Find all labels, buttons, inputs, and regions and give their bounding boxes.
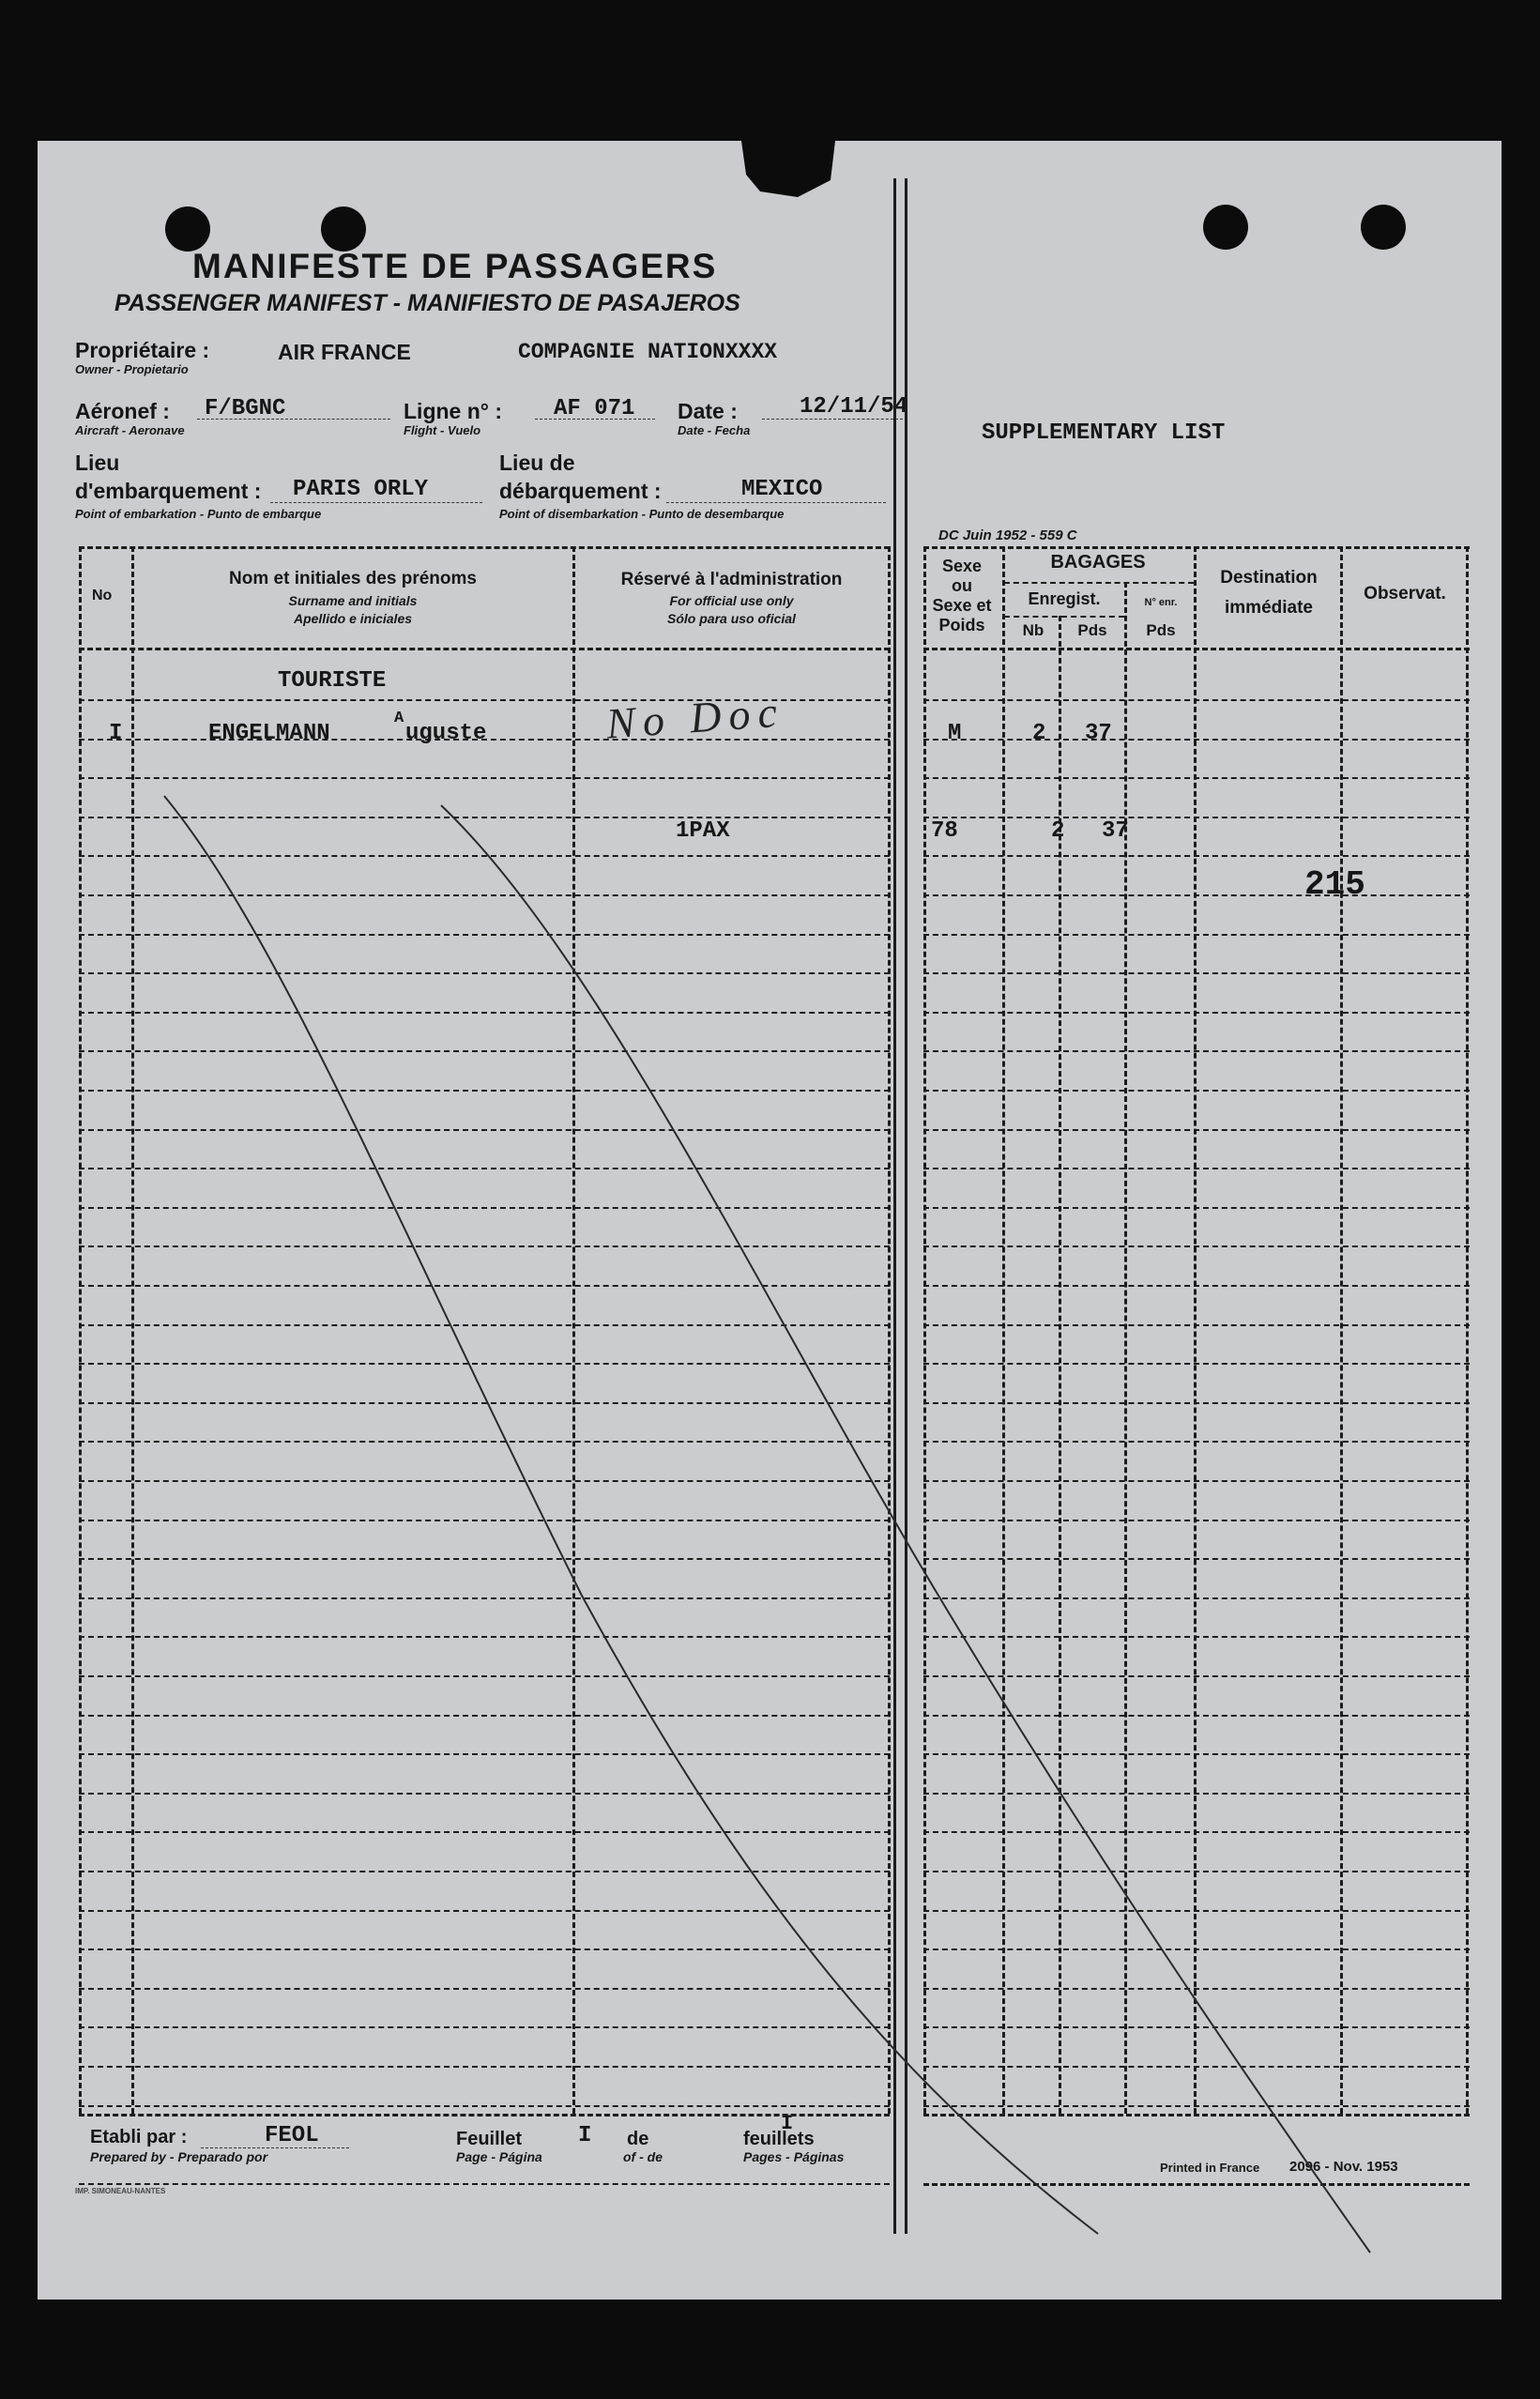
cancel-stroke: [164, 796, 1098, 2234]
date-sublabel: Date - Fecha: [678, 423, 751, 437]
total-sheets-sublabel: Pages - Páginas: [743, 2149, 845, 2164]
col-sex-line2: ou: [952, 576, 972, 595]
total-sheets-label: feuillets: [743, 2129, 815, 2149]
col-name-line1: Nom et initiales des prénoms: [229, 569, 477, 588]
manifest-subtitle: PASSENGER MANIFEST - MANIFIESTO DE PASAJEROS: [114, 290, 740, 316]
disembark-value: MEXICO: [741, 477, 823, 502]
disembark-label-line1: Lieu de: [499, 451, 575, 475]
disembark-sublabel: Point of disembarkation - Punto de desembarque: [499, 507, 785, 521]
total-weight: 78: [931, 818, 958, 844]
owner-printed: AIR FRANCE: [278, 340, 411, 364]
supplementary-list: SUPPLEMENTARY LIST: [982, 420, 1226, 446]
date-label: Date :: [678, 399, 738, 423]
total-sheets-value: I: [781, 2112, 794, 2135]
form-code: DC Juin 1952 - 559 C: [938, 527, 1077, 543]
date-value: 12/11/54: [800, 394, 908, 420]
aircraft-label: Aéronef :: [75, 399, 170, 423]
col-non-enr: N° enr.: [1144, 597, 1178, 608]
manifest-title: MANIFESTE DE PASSAGERS: [192, 247, 718, 285]
of-sublabel: of - de: [623, 2149, 663, 2164]
total-bag-weight: 37: [1102, 818, 1129, 844]
embark-sublabel: Point of embarkation - Punto de embarque: [75, 507, 322, 521]
embark-label-line1: Lieu: [75, 451, 120, 475]
embark-label-line2: d'embarquement :: [75, 479, 262, 503]
sheet-sublabel: Page - Página: [456, 2149, 542, 2164]
embark-value: PARIS ORLY: [293, 477, 429, 502]
total-bag-count: 2: [1051, 818, 1065, 844]
line-sublabel: Flight - Vuelo: [404, 423, 481, 437]
col-no: No: [92, 588, 113, 604]
disembark-label-line2: débarquement :: [499, 479, 662, 503]
col-sex-line1: Sexe: [941, 557, 983, 575]
col-sex-line4: Poids: [938, 616, 985, 634]
of-label: de: [627, 2129, 649, 2149]
col-name-line3: Apellido e iniciales: [293, 611, 413, 626]
printer-name: IMP. SIMONEAU-NANTES: [75, 2187, 166, 2195]
aircraft-value: F/BGNC: [205, 396, 286, 421]
class-label: TOURISTE: [278, 668, 387, 694]
passenger-initial: A: [394, 710, 404, 727]
line-label: Ligne n° :: [404, 399, 503, 423]
col-destination-line1: Destination: [1220, 568, 1318, 588]
printed-in: Printed in France: [1160, 2161, 1260, 2175]
col-bagages: BAGAGES: [1050, 552, 1146, 573]
col-pds: Pds: [1077, 621, 1107, 639]
passenger-sex: M: [948, 721, 962, 746]
passenger-number: I: [109, 721, 123, 746]
col-admin-line2: For official use only: [669, 593, 794, 608]
print-code: 2096 - Nov. 1953: [1289, 2159, 1398, 2175]
col-admin-line1: Réservé à l'administration: [620, 570, 843, 589]
sheet-value: I: [578, 2123, 592, 2148]
line-value: AF 071: [554, 396, 635, 421]
passenger-surname: ENGELMANN: [208, 721, 330, 746]
col-admin-line3: Sólo para uso oficial: [667, 611, 796, 626]
total-pax: 1PAX: [676, 818, 730, 844]
owner-sublabel: Owner - Propietario: [75, 362, 189, 376]
passenger-bag-weight: 37: [1085, 721, 1112, 746]
col-destination-line2: immédiate: [1225, 598, 1313, 618]
passenger-bag-count: 2: [1032, 721, 1046, 746]
sheet-label: Feuillet: [456, 2129, 523, 2149]
col-name-line2: Surname and initials: [288, 593, 418, 608]
col-nb: Nb: [1022, 621, 1044, 639]
col-observations: Observat.: [1364, 584, 1446, 604]
cancel-stroke: [441, 805, 1370, 2253]
prepared-by-sublabel: Prepared by - Preparado por: [90, 2149, 268, 2164]
col-sex-line3: Sexe et: [932, 596, 992, 615]
admin-note: No Doc: [604, 687, 786, 748]
owner-label: Propriétaire :: [75, 338, 210, 362]
aircraft-sublabel: Aircraft - Aeronave: [75, 423, 185, 437]
passenger-firstname: uguste: [405, 721, 487, 746]
prepared-by-value: FEOL: [265, 2123, 319, 2148]
prepared-by-label: Etabli par :: [90, 2127, 188, 2147]
col-enregist: Enregist.: [1028, 589, 1101, 608]
observation-number: 215: [1304, 865, 1365, 904]
col-pds-2: Pds: [1146, 621, 1176, 639]
owner-value: COMPAGNIE NATIONXXXX: [518, 340, 778, 364]
